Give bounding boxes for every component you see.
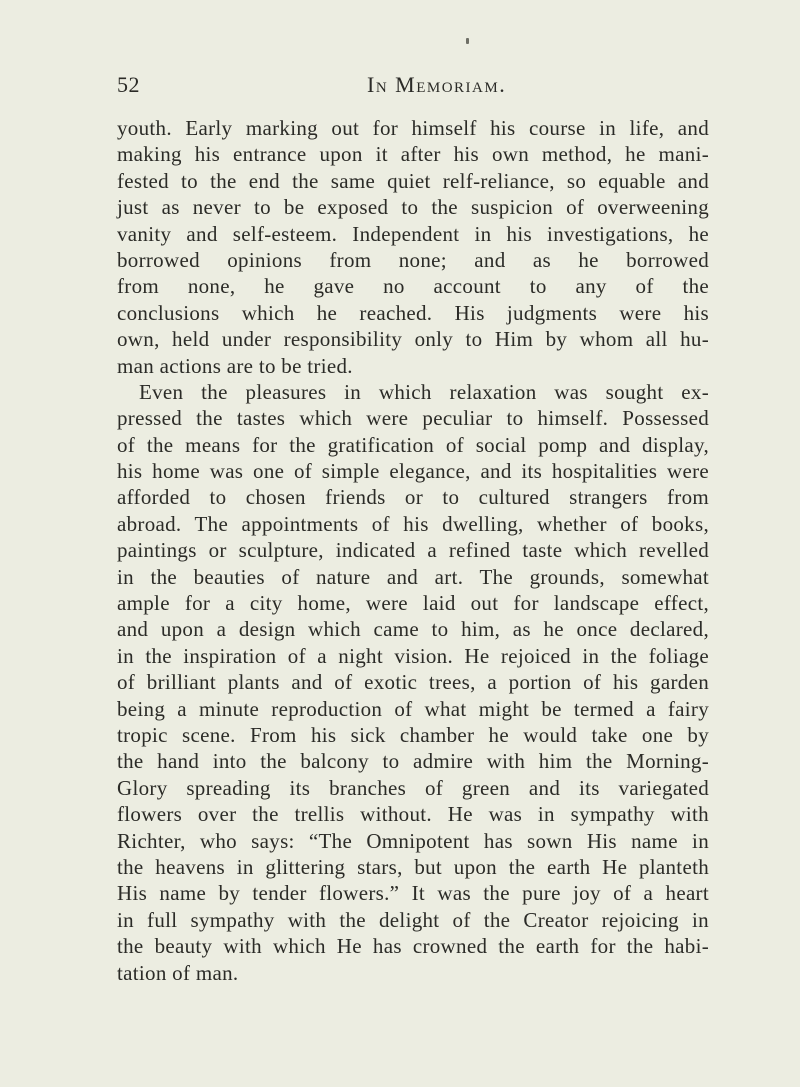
text-line: afforded to chosen friends or to cultured strangers from — [117, 485, 709, 510]
text-line: the beauty with which He has crowned the earth for the habi- — [117, 934, 709, 959]
text-line: pressed the tastes which were peculiar to himself. Possessed — [117, 406, 709, 431]
paragraph-end-line: tation of man. — [117, 960, 239, 985]
text-line: abroad. The appointments of his dwelling, whether of books, — [117, 511, 709, 536]
text-line: fested to the end the same quiet relf-reliance, so equable and — [117, 168, 709, 193]
text-line: tropic scene. From his sick chamber he would take one by — [117, 722, 709, 747]
paragraph-start-line: Even the pleasures in which relaxation was sought ex- — [139, 379, 709, 404]
text-line: and upon a design which came to him, as he once declared, — [117, 617, 709, 642]
text-line: in full sympathy with the delight of the Creator rejoicing in — [117, 907, 709, 932]
text-line: conclusions which he reached. His judgments were his — [117, 300, 709, 325]
text-line: Richter, who says: “The Omnipotent has sown His name in — [117, 828, 709, 853]
text-line: of brilliant plants and of exotic trees, a portion of his garden — [117, 670, 709, 695]
paragraph-end-line: man actions are to be tried. — [117, 353, 353, 378]
text-line: from none, he gave no account to any of the — [117, 274, 709, 299]
text-line: paintings or sculpture, indicated a refined taste which revelled — [117, 538, 709, 563]
text-line: ample for a city home, were laid out for landscape effect, — [117, 591, 709, 616]
running-head: In Memoriam. — [367, 72, 507, 97]
page-number: 52 — [117, 72, 140, 97]
text-line: being a minute reproduction of what might be termed a fairy — [117, 696, 709, 721]
page-header — [117, 72, 697, 102]
text-line: in the inspiration of a night vision. He rejoiced in the foliage — [117, 643, 709, 668]
text-line: in the beauties of nature and art. The grounds, somewhat — [117, 564, 709, 589]
text-line: Glory spreading its branches of green and its variegated — [117, 775, 709, 800]
body-text — [117, 115, 709, 986]
text-line: the heavens in glittering stars, but upon the earth He planteth — [117, 854, 709, 879]
text-line: His name by tender flowers.” It was the pure joy of a heart — [117, 881, 709, 906]
text-line: flowers over the trellis without. He was in sympathy with — [117, 802, 709, 827]
text-line: his home was one of simple elegance, and its hospitalities were — [117, 459, 709, 484]
text-line: own, held under responsibility only to Him by whom all hu- — [117, 327, 709, 352]
text-line: vanity and self-esteem. Independent in his investigations, he — [117, 221, 709, 246]
text-line: making his entrance upon it after his own method, he mani- — [117, 142, 709, 167]
text-line: youth. Early marking out for himself his course in life, and — [117, 116, 709, 140]
text-line: the hand into the balcony to admire with him the Morning- — [117, 749, 709, 774]
text-line: borrowed opinions from none; and as he borrowed — [117, 247, 709, 272]
text-line: of the means for the gratification of social pomp and display, — [117, 432, 709, 457]
text-line: just as never to be exposed to the suspicion of overweening — [117, 195, 709, 220]
ink-mark — [466, 38, 469, 44]
